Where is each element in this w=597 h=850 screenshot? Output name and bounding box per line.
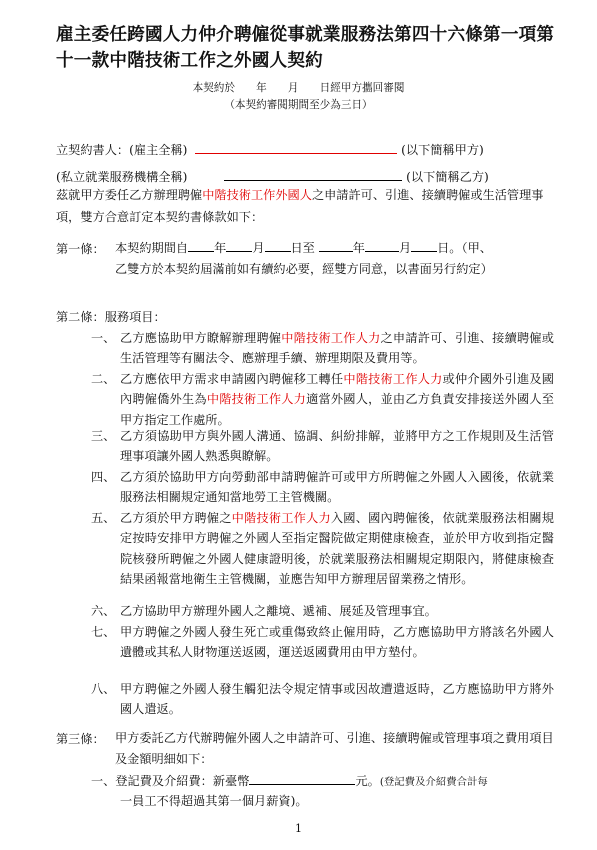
service-item — [91, 328, 554, 369]
start-month-unit: 月 — [252, 241, 265, 255]
article-2-number: 第二條： — [56, 310, 105, 324]
end-year-unit: 年 — [352, 241, 365, 255]
party-b-row — [56, 167, 489, 185]
service-item-highlight: 中階技術工作人力 — [343, 372, 443, 386]
service-item-segment: 適當外國人，並由乙方負責安排接送外國人至甲方指定工作處所。 — [120, 392, 554, 427]
party-a-suffix: (以下簡稱甲方) — [401, 143, 484, 157]
service-item-segment: 乙方協助甲方辦理外國人之離境、遞補、展延及管理事宜。 — [120, 604, 437, 618]
article-3-label: 第三條： — [56, 732, 105, 746]
service-item-text — [120, 426, 554, 467]
service-item-segment: 乙方須於協助甲方向勞動部申請聘僱許可或甲方所聘僱之外國人入國後，依就業服務法相關規定通知當地勞工主管機關。 — [120, 470, 554, 505]
party-b-label: (私立就業服務機構全稱) — [56, 170, 188, 184]
service-item-segment: 乙方須於甲方聘僱之 — [120, 511, 232, 525]
service-item-text — [120, 679, 554, 720]
party-b-suffix: (以下簡稱乙方) — [406, 170, 489, 184]
service-item — [91, 369, 554, 430]
preamble-highlight: 中階技術工作外國人 — [202, 188, 312, 202]
service-item-number: 四、 — [91, 470, 116, 484]
service-item-text — [120, 328, 554, 369]
service-item-segment: 或仲介國外引進及國內聘僱僑外生為 — [120, 372, 554, 407]
article-3-body: 甲方委託乙方代辦聘僱外國人之申請許可、引進、接續聘僱或管理事項之費用項目及金額明細如下： — [115, 731, 554, 766]
page-number: 1 — [295, 822, 302, 835]
article-1-label: 第一條： — [56, 242, 105, 256]
service-item-segment: 乙方應協助甲方瞭解辦理聘僱 — [120, 331, 282, 345]
service-item — [91, 508, 554, 590]
service-item-number: 七、 — [91, 625, 116, 639]
service-item-number: 一、 — [91, 331, 116, 345]
review-sign-line: 本契約於 年 月 日經甲方攜回審閱 — [192, 82, 405, 94]
service-item-highlight: 中階技術工作人力 — [281, 331, 381, 345]
contract-title: 雇主委任跨國人力仲介聘僱從事就業服務法第四十六條第一項第十一款中階技術工作之外國人契約 — [56, 24, 555, 71]
fee-item-1-note: (登記費及介紹費合計每 — [379, 776, 488, 788]
service-item-segment: 之申請許可、引進、接續聘僱或生活管理等有關法令、應辦理手續、辦理期限及費用等。 — [120, 331, 554, 366]
end-day-field[interactable] — [411, 238, 437, 252]
article-1-rest: 乙雙方於本契約屆滿前如有續約必要，經雙方同意，以書面另行約定） — [115, 262, 493, 276]
party-a-row — [56, 140, 484, 158]
party-a-label: 立契約書人：(雇主全稱) — [56, 143, 188, 157]
service-item — [91, 467, 554, 508]
fee-item-1-unit: 元。 — [355, 774, 380, 788]
registration-fee-field[interactable] — [249, 771, 355, 785]
fee-item-1-number: 一、 — [91, 774, 116, 788]
party-b-name-field[interactable] — [224, 167, 402, 181]
service-item — [91, 622, 554, 663]
service-item-segment: 甲方聘僱之外國人發生死亡或重傷致終止僱用時，乙方應協助甲方將該名外國人遺體或其私人財物運送返國，運送返國費用由甲方墊付。 — [120, 625, 554, 660]
end-month-field[interactable] — [365, 238, 399, 252]
service-item-text — [120, 622, 554, 663]
article-1-body — [115, 238, 555, 280]
service-item — [91, 426, 554, 467]
start-day-unit: 日至 — [290, 241, 315, 255]
service-item-number: 六、 — [91, 604, 116, 618]
start-year-unit: 年 — [214, 241, 227, 255]
service-item — [91, 679, 554, 720]
start-month-field[interactable] — [226, 238, 252, 252]
fee-item-1 — [91, 771, 488, 792]
service-item-number: 二、 — [91, 372, 116, 386]
article-2-label — [56, 306, 166, 328]
preamble-text-1: 茲就甲方委任乙方辦理聘僱 — [56, 188, 203, 202]
service-item-text — [120, 467, 554, 508]
fee-item-1-note-cont: 一員工不得超過其第一個月薪資)。 — [120, 794, 308, 808]
service-item — [91, 601, 554, 621]
end-year-field[interactable] — [319, 238, 353, 252]
service-item-segment: 乙方須協助甲方與外國人溝通、協調、糾紛排解，並將甲方之工作規則及生活管理事項讓外國人熟悉與瞭解。 — [120, 429, 554, 464]
service-item-number: 三、 — [91, 429, 116, 443]
service-item-segment: 乙方應依甲方需求申請國內聘僱移工轉任 — [120, 372, 344, 386]
review-period-note: （本契約審閱期間至少為三日） — [224, 99, 373, 111]
service-item-text — [120, 508, 554, 590]
article-1-prefix: 本契約期間自 — [115, 241, 189, 255]
preamble-text-2: 之申請許可、引進、接續聘僱或生活管理事項，雙方合意訂定本契約書條款如下： — [56, 188, 544, 224]
end-month-unit: 月 — [398, 241, 412, 255]
service-item-highlight: 中階技術工作人力 — [231, 511, 331, 525]
fee-item-1-label: 登記費及介紹費：新臺幣 — [115, 774, 250, 788]
end-day-unit: 日。（甲、 — [437, 241, 492, 255]
preamble — [56, 184, 554, 228]
start-day-field[interactable] — [265, 238, 291, 252]
party-a-name-field[interactable] — [195, 140, 397, 154]
start-year-field[interactable] — [188, 238, 214, 252]
service-item-number: 八、 — [91, 682, 116, 696]
service-item-text — [120, 369, 554, 430]
service-item-segment: 入國、國內聘僱後，依就業服務法相關規定按時安排甲方聘僱之外國人至指定醫院做定期健康檢查，並於甲方收到指定醫院核發所聘僱之外國人健康證明後，於就業服務法相關規定期限內，將健康檢查結果函報當地衛生主管機關，並應告知甲方辦理居留業務之情形。 — [120, 511, 554, 587]
article-2-heading: 服務項目： — [104, 310, 166, 324]
service-item-number: 五、 — [91, 511, 116, 525]
service-item-segment: 甲方聘僱之外國人發生觸犯法令規定情事或因故遭遣返時，乙方應協助甲方將外國人遣返。 — [120, 682, 554, 717]
service-item-highlight: 中階技術工作人力 — [206, 392, 307, 407]
service-item-text — [120, 601, 554, 621]
